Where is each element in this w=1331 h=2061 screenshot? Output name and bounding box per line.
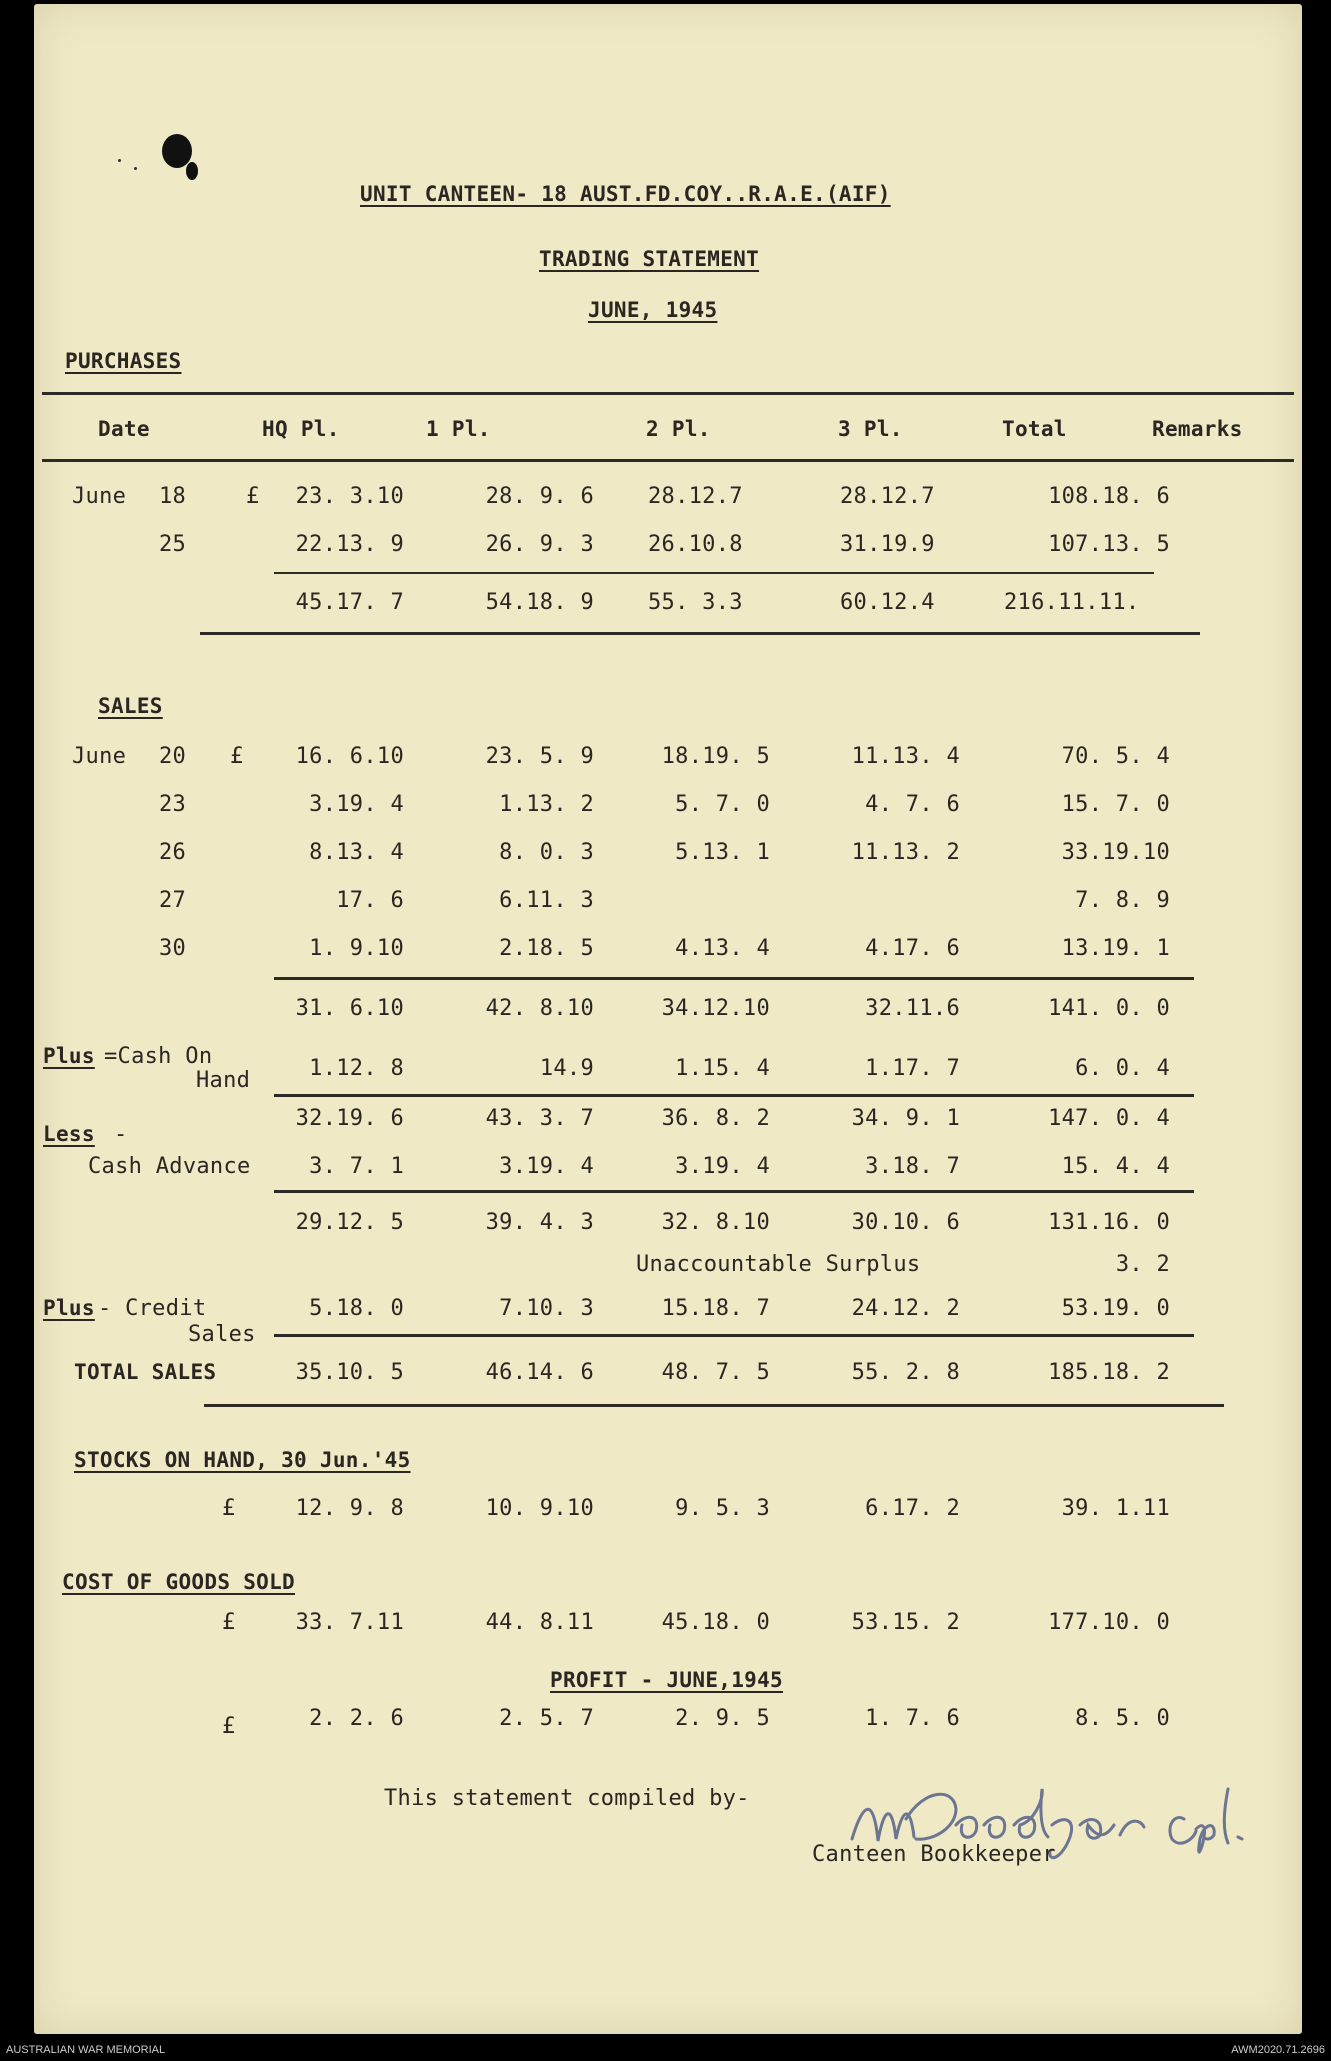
cell-total: 70. 5. 4: [1061, 744, 1170, 769]
cell-total: 39. 1.11: [1061, 1496, 1170, 1521]
sum-rule: [274, 572, 1154, 574]
row-label: Sales: [188, 1322, 256, 1347]
currency-symbol: £: [230, 744, 244, 769]
sum-rule: [274, 1334, 1194, 1337]
total-rule: [204, 1404, 1224, 1407]
cell-1pl: 6.11. 3: [499, 888, 594, 913]
row-label: Hand: [196, 1068, 251, 1093]
cell-2pl: 34.12.10: [661, 996, 770, 1021]
cell-total: 216.11.11.: [1004, 590, 1140, 615]
compiled-by-text: This statement compiled by-: [384, 1786, 750, 1811]
cogs-heading: COST OF GOODS SOLD: [62, 1570, 295, 1594]
cell-3pl: 30.10. 6: [851, 1210, 960, 1235]
currency-symbol: £: [246, 484, 260, 509]
cell-1pl: 1.13. 2: [499, 792, 594, 817]
cell-3pl: 4. 7. 6: [865, 792, 960, 817]
cell-1pl: 43. 3. 7: [485, 1106, 594, 1131]
archive-name: AUSTRALIAN WAR MEMORIAL: [6, 2044, 166, 2056]
row-day: 26: [159, 840, 187, 865]
purchases-heading: PURCHASES: [65, 349, 182, 373]
cell-2pl: 2. 9. 5: [675, 1706, 770, 1731]
col-3pl: 3 Pl.: [838, 417, 903, 441]
row-label: Cash Advance: [88, 1154, 251, 1179]
cell-hq: 31. 6.10: [295, 996, 404, 1021]
cell-hq: 3.19. 4: [309, 792, 404, 817]
cell-hq: 12. 9. 8: [295, 1496, 404, 1521]
document-page: [34, 4, 1302, 2034]
statement-period: JUNE, 1945: [588, 298, 718, 322]
cell-3pl: 11.13. 4: [851, 744, 960, 769]
cell-total: 3. 2: [1115, 1252, 1170, 1277]
cell-hq: 35.10. 5: [295, 1360, 404, 1385]
row-label: Less: [43, 1122, 95, 1146]
cell-1pl: 39. 4. 3: [485, 1210, 594, 1235]
cell-2pl: 9. 5. 3: [675, 1496, 770, 1521]
archive-reference: AWM2020.71.2696: [1231, 2044, 1325, 2056]
cell-1pl: 54.18. 9: [485, 590, 594, 615]
cell-3pl: 1. 7. 6: [865, 1706, 960, 1731]
cell-hq: 1.12. 8: [309, 1056, 404, 1081]
cell-3pl: 28.12.7: [840, 484, 935, 509]
cell-2pl: 4.13. 4: [675, 936, 770, 961]
cell-1pl: 23. 5. 9: [485, 744, 594, 769]
cell-total: 141. 0. 0: [1048, 996, 1170, 1021]
cell-2pl: 5. 7. 0: [675, 792, 770, 817]
cell-2pl: 18.19. 5: [661, 744, 770, 769]
cell-total: 185.18. 2: [1048, 1360, 1170, 1385]
row-day: 20: [159, 744, 187, 769]
row-label: =Cash On: [104, 1044, 213, 1069]
sum-rule: [274, 977, 1194, 980]
cell-1pl: 42. 8.10: [485, 996, 594, 1021]
cell-2pl: 55. 3.3: [648, 590, 743, 615]
row-day: 23: [159, 792, 187, 817]
cell-3pl: 24.12. 2: [851, 1296, 960, 1321]
cell-3pl: 11.13. 2: [851, 840, 960, 865]
cell-3pl: 3.18. 7: [865, 1154, 960, 1179]
header-rule-top: [42, 392, 1294, 395]
cell-hq: 45.17. 7: [295, 590, 404, 615]
cell-1pl: 28. 9. 6: [485, 484, 594, 509]
row-month: June: [72, 484, 127, 509]
row-day: 25: [159, 532, 187, 557]
row-month: June: [72, 744, 127, 769]
cell-2pl: 1.15. 4: [675, 1056, 770, 1081]
cell-hq: 2. 2. 6: [309, 1706, 404, 1731]
cell-3pl: 53.15. 2: [851, 1610, 960, 1635]
cell-total: 8. 5. 0: [1075, 1706, 1170, 1731]
row-label: Plus: [43, 1296, 95, 1320]
cell-hq: 5.18. 0: [309, 1296, 404, 1321]
cell-1pl: 44. 8.11: [485, 1610, 594, 1635]
currency-symbol: £: [222, 1496, 236, 1521]
header-rule-bottom: [42, 459, 1294, 462]
cell-hq: 8.13. 4: [309, 840, 404, 865]
punch-hole-tail: [186, 162, 198, 180]
cell-3pl: 55. 2. 8: [851, 1360, 960, 1385]
cell-1pl: 2.18. 5: [499, 936, 594, 961]
cell-2pl: 28.12.7: [648, 484, 743, 509]
cell-1pl: 14.9: [539, 1056, 594, 1081]
cell-total: 131.16. 0: [1048, 1210, 1170, 1235]
cell-hq: 33. 7.11: [295, 1610, 404, 1635]
cell-2pl: 32. 8.10: [661, 1210, 770, 1235]
cell-total: 15. 7. 0: [1061, 792, 1170, 817]
unit-title: UNIT CANTEEN- 18 AUST.FD.COY..R.A.E.(AIF): [360, 182, 891, 206]
cell-2pl: 5.13. 1: [675, 840, 770, 865]
row-label: TOTAL SALES: [74, 1360, 217, 1384]
cell-3pl: 1.17. 7: [865, 1056, 960, 1081]
cell-total: 107.13. 5: [1048, 532, 1170, 557]
cell-total: 6. 0. 4: [1075, 1056, 1170, 1081]
currency-symbol: £: [222, 1610, 236, 1635]
row-label: - Credit: [98, 1296, 207, 1321]
cell-total: 147. 0. 4: [1048, 1106, 1170, 1131]
row-label: Unaccountable Surplus: [636, 1252, 921, 1277]
col-2pl: 2 Pl.: [646, 417, 711, 441]
cell-2pl: 26.10.8: [648, 532, 743, 557]
cell-3pl: 60.12.4: [840, 590, 935, 615]
statement-title: TRADING STATEMENT: [539, 247, 760, 271]
cell-total: 7. 8. 9: [1075, 888, 1170, 913]
ink-speck: [134, 167, 137, 170]
cell-hq: 23. 3.10: [295, 484, 404, 509]
col-hq: HQ Pl.: [262, 417, 340, 441]
currency-symbol: £: [222, 1714, 236, 1739]
cell-2pl: 15.18. 7: [661, 1296, 770, 1321]
cell-total: 33.19.10: [1061, 840, 1170, 865]
stocks-heading: STOCKS ON HAND, 30 Jun.'45: [74, 1448, 411, 1472]
cell-1pl: 10. 9.10: [485, 1496, 594, 1521]
profit-heading: PROFIT - JUNE,1945: [550, 1668, 783, 1692]
cell-total: 177.10. 0: [1048, 1610, 1170, 1635]
row-label: Plus: [43, 1044, 95, 1068]
cell-2pl: 36. 8. 2: [661, 1106, 770, 1131]
ink-speck: [118, 159, 121, 162]
total-rule: [200, 632, 1200, 635]
cell-2pl: 48. 7. 5: [661, 1360, 770, 1385]
sum-rule: [274, 1094, 1194, 1097]
cell-total: 108.18. 6: [1048, 484, 1170, 509]
cell-1pl: 7.10. 3: [499, 1296, 594, 1321]
cell-hq: 16. 6.10: [295, 744, 404, 769]
cell-hq: 29.12. 5: [295, 1210, 404, 1235]
cell-2pl: 45.18. 0: [661, 1610, 770, 1635]
cell-1pl: 2. 5. 7: [499, 1706, 594, 1731]
col-1pl: 1 Pl.: [426, 417, 491, 441]
archive-footer: [0, 2040, 1331, 2061]
cell-3pl: 32.11.6: [865, 996, 960, 1021]
cell-1pl: 46.14. 6: [485, 1360, 594, 1385]
col-remarks: Remarks: [1152, 417, 1243, 441]
sales-heading: SALES: [98, 694, 163, 718]
cell-1pl: 8. 0. 3: [499, 840, 594, 865]
cell-2pl: 3.19. 4: [675, 1154, 770, 1179]
cell-3pl: 34. 9. 1: [851, 1106, 960, 1131]
cell-hq: 17. 6: [336, 888, 404, 913]
row-label: -: [114, 1122, 128, 1147]
cell-total: 53.19. 0: [1061, 1296, 1170, 1321]
row-day: 27: [159, 888, 187, 913]
cell-hq: 1. 9.10: [309, 936, 404, 961]
sum-rule: [274, 1190, 1194, 1193]
col-total: Total: [1002, 417, 1067, 441]
row-day: 18: [159, 484, 187, 509]
row-day: 30: [159, 936, 187, 961]
cell-1pl: 3.19. 4: [499, 1154, 594, 1179]
cell-hq: 22.13. 9: [295, 532, 404, 557]
cell-total: 13.19. 1: [1061, 936, 1170, 961]
bookkeeper-role: Canteen Bookkeeper: [812, 1842, 1056, 1867]
col-date: Date: [98, 417, 150, 441]
cell-3pl: 4.17. 6: [865, 936, 960, 961]
cell-3pl: 31.19.9: [840, 532, 935, 557]
cell-hq: 32.19. 6: [295, 1106, 404, 1131]
cell-1pl: 26. 9. 3: [485, 532, 594, 557]
cell-hq: 3. 7. 1: [309, 1154, 404, 1179]
cell-3pl: 6.17. 2: [865, 1496, 960, 1521]
cell-total: 15. 4. 4: [1061, 1154, 1170, 1179]
